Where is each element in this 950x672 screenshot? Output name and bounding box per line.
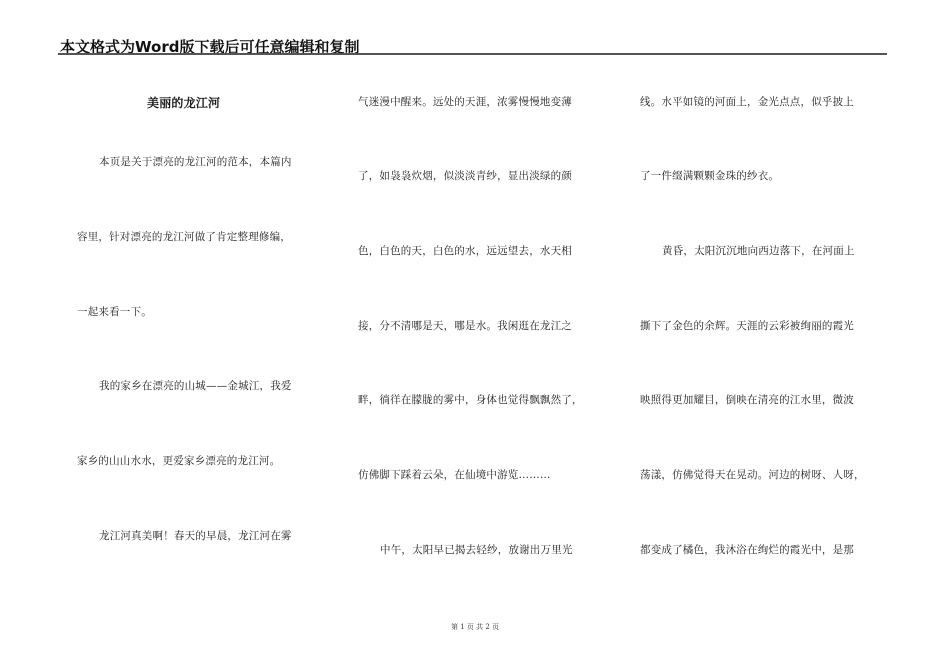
text-line: 家乡的山山水水，更爱家乡漂亮的龙江河。 <box>77 455 281 467</box>
article-title: 美丽的龙江河 <box>147 96 221 110</box>
text-line: 容里，针对漂亮的龙江河做了肯定整理修编， <box>77 231 291 243</box>
text-line: 撕下了金色的余辉。天涯的云彩被绚丽的霞光 <box>640 320 854 332</box>
text-line: 龙江河真美啊！春天的早晨，龙江河在雾 <box>99 530 292 542</box>
header-rule <box>58 53 887 55</box>
text-line: 中午，太阳早已揭去轻纱，放谢出万里光 <box>380 544 573 556</box>
text-line: 色，白色的天，白色的水，远远望去，水天相 <box>358 245 572 257</box>
text-line: 黄昏，太阳沉沉地向西边落下，在河面上 <box>662 245 855 257</box>
text-line: 我的家乡在漂亮的山城——金城江，我爱 <box>99 380 292 392</box>
text-line: 线。水平如镜的河面上，金光点点，似乎披上 <box>640 96 854 108</box>
text-line: 气迷漫中醒来。远处的天涯，浓雾慢慢地变薄 <box>358 96 572 108</box>
text-line: 了一件缀满颗颗金珠的纱衣。 <box>640 170 780 182</box>
text-line: 畔，徜徉在朦胧的雾中，身体也觉得飘飘然了， <box>358 394 583 406</box>
text-line: 都变成了橘色，我沐浴在绚烂的霞光中，是那 <box>640 544 854 556</box>
text-line: 了，如袅袅炊烟，似淡淡青纱，显出淡绿的颜 <box>358 170 572 182</box>
text-line: 映照得更加耀目，倒映在清亮的江水里，微波 <box>640 394 854 406</box>
text-line: 一起来看一下。 <box>77 306 152 318</box>
text-line: 荡漾，仿佛觉得天在晃动。河边的树呀、人呀， <box>640 469 865 481</box>
text-line: 本页是关于漂亮的龙江河的范本，本篇内 <box>99 156 292 168</box>
text-line: 仿佛脚下踩着云朵，在仙境中游览……… <box>358 469 551 481</box>
text-line: 接，分不清哪是天，哪是水。我闲逛在龙江之 <box>358 320 572 332</box>
header-title: 本文格式为Word版下载后可任意编辑和复制 <box>60 38 360 56</box>
page-footer: 第 1 页 共 2 页 <box>450 623 500 631</box>
